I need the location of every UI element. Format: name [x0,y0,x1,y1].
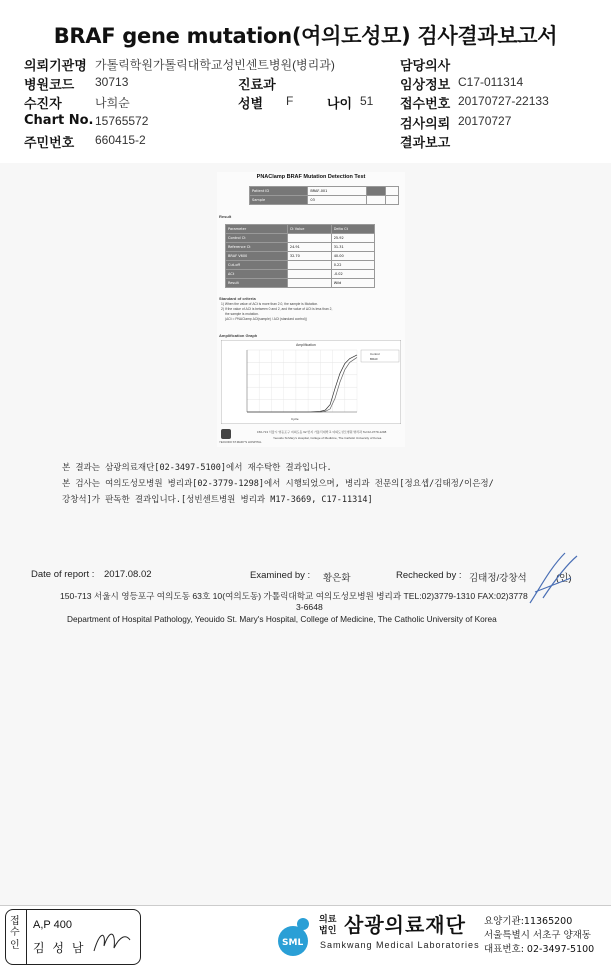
sex-value: F [286,94,294,108]
chart-no-value: 15765572 [95,114,149,128]
department-line: Department of Hospital Pathology, Yeouido St. Mary's Hospital, College of Medicine, The Catholic University of Korea [67,614,497,624]
sex-label: 성별 [238,97,264,112]
hospital-logo-icon [221,429,231,439]
pnaclamp-report [217,172,405,447]
note-line-1: 본 결과는 삼광의료재단[02-3497-5100]에서 재수탁한 결과입니다. [62,463,332,473]
result-row [226,252,375,261]
result-cell: Control Ct [226,234,288,243]
clinical-info-value: C17-011314 [458,75,524,89]
org-prefix-2: 법인 [319,926,337,936]
date-value: 2017.08.02 [104,569,152,580]
clinical-info-label: 임상정보 [400,78,451,93]
report-title: BRAF gene mutation(여의도성모) 검사결과보고서 [53,24,558,48]
result-header-cell: Delta Ct [331,225,374,234]
result-cell: 0.22 [331,261,374,270]
sml-text: SML [282,938,304,948]
request-label: 검사의뢰 [400,117,451,132]
patient-table [249,186,399,205]
receipt-stamp [5,909,141,965]
stamp-name: 김 성 남 [33,941,86,955]
graph-xlabel: Cycle [291,417,299,421]
patient-value: 나희순 [95,96,130,110]
seal-mark: (인) [556,573,572,584]
patient-id-value: BRAF-001 [308,187,366,196]
org-prefix-1: 의료 [319,915,337,925]
stamp-line-1: A,P 400 [33,919,72,931]
legend-braf: BRAF [370,357,379,361]
amp-heading: Amplification Graph [219,333,258,338]
amplification-graph [221,340,401,424]
org-code: 요양기관:11365200 [484,916,573,927]
result-header-cell: Parameter [226,225,288,234]
result-cell: -0.02 [331,270,374,279]
graph-legend [361,350,399,362]
receipt-value: 20170727-22133 [458,94,549,108]
hospital-code-label: 병원코드 [24,78,75,93]
sample-value: 03 [308,196,366,205]
note-line-2: 본 검사는 여의도성모병원 병리과[02-3779-1298]에서 시행되었으며, 병리과 전문의[정요셉/김태정/이은정/ [62,479,494,489]
criteria-line-1: 1) When the value of ΔCt is more than 2.0, the sample is Mutation. [221,302,319,306]
rrn-label: 주민번호 [24,136,75,151]
chart-no-label: Chart No. [24,113,94,128]
result-cell: Reference Ct [226,243,288,252]
org-phone: 대표번호: 02-3497-5100 [484,944,595,955]
date-label: Date of report : [31,569,95,580]
result-cell: Cut-off [226,261,288,270]
sheet-footer-1: 150-713 서울시 영등포구 여의도동 62 번지 가톨릭대학교 여의도성모병원 병리과 Tel 02-3779-1298 [257,430,387,434]
result-row [226,234,375,243]
receipt-label: 접수번호 [400,97,451,112]
rrn-value: 660415-2 [95,133,146,147]
stamp-signature-icon [92,926,132,956]
result-heading: Result [219,214,232,219]
result-cell: Result [226,279,288,288]
result-row [226,270,375,279]
examined-value: 황은화 [323,573,351,584]
result-header-cell: Ct Value [287,225,331,234]
stamp-label-2: 인 [10,940,20,951]
result-cell: 32.70 [287,252,331,261]
legend-control: Control [370,352,380,356]
patient-id-label: Patient ID [250,187,308,196]
age-value: 51 [360,94,374,108]
criteria-line-4: (ΔCt = PNAClamp ΔCt(sample) / ΔCt (standard control)) [225,317,307,321]
result-cell: BRAF V600 [226,252,288,261]
result-cell [287,234,331,243]
age-label: 나이 [327,97,353,112]
graph-title: Amplification [296,343,316,347]
address-line: 150-713 서울시 영등포구 여의도동 63호 10(여의도동) 가톨릭대학교 여의도성모병원 병리과 TEL:02)3779-1310 FAX:02)3778 [60,591,528,601]
org-english: Samkwang Medical Laboratories [320,940,480,950]
criteria-line-2: 2) If the value of ΔCt is between 0 and 2, and the value of ΔCt is less than 2, [221,307,333,311]
logo-text: YEOUIDO ST.MARY'S HOSPITAL [219,440,262,444]
result-cell [287,261,331,270]
request-value: 20170727 [458,114,512,128]
result-cell: 31.31 [331,243,374,252]
rechecked-value: 김태정/강창석 [469,573,527,584]
examined-label: Examined by : [250,570,311,581]
report-header [0,0,611,164]
sample-label: Sample [250,196,308,205]
hospital-code-value: 30713 [95,75,129,89]
criteria-heading: Standard of criteria [219,296,256,301]
patient-label: 수진자 [24,97,62,112]
doctor-label: 담당의사 [400,59,451,74]
dept-label: 진료과 [238,78,276,93]
note-line-3: 강창석]가 판독한 결과입니다.[성빈센트병원 병리과 M17-3669, C17-11314] [62,495,373,505]
pnaclamp-title: PNAClamp BRAF Mutation Detection Test [256,174,366,180]
result-cell: 24.91 [287,243,331,252]
criteria-line-3: the sample is mutation. [225,312,259,316]
result-cell [287,270,331,279]
address-line-tail: 3-6648 [296,602,323,612]
result-table [225,224,375,288]
institution-label: 의뢰기관명 [24,59,87,74]
result-cell: 40.00 [331,252,374,261]
signature-icon [525,548,583,606]
institution-value: 가톨릭학원가톨릭대학교성빈센트병원(병리과) [95,58,335,72]
result-cell: Wild [331,279,374,288]
result-cell: 25.92 [331,234,374,243]
result-cell: ΔCt [226,270,288,279]
sheet-footer-2: Yeouido St.Mary's Hospital, College of Medicine, The Catholic University of Korea [273,436,382,440]
stamp-label-1: 접수 [10,916,20,938]
result-row [226,279,375,288]
result-report-label: 결과보고 [400,136,451,151]
org-address: 서울특별시 서초구 양재동 [484,930,591,941]
result-cell [287,279,331,288]
sml-logo-icon [270,912,316,958]
result-row [226,243,375,252]
org-name: 삼광의료재단 [344,913,466,937]
rechecked-label: Rechecked by : [396,570,462,581]
result-row [226,261,375,270]
